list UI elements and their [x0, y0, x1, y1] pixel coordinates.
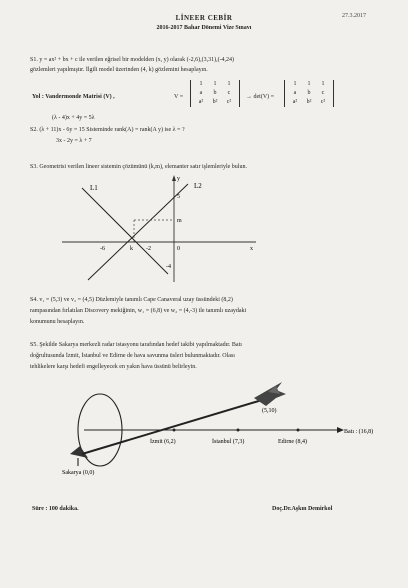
- izmit-marker: [173, 429, 176, 432]
- q1-det-arrow: → det(V) =: [246, 94, 275, 100]
- q4-line1: S4. v₁ = (5,3) ve v₂ = (4,5) Düzlemiyle tanımlı Cape Canaveral uzay üssündeki (8,2): [30, 297, 233, 303]
- q1-solution-label: Yol : Vandermonde Matrisi (V) ,: [32, 94, 115, 100]
- q2-line2: 3x - 2y = λ + 7: [56, 138, 92, 144]
- label-x: x: [250, 246, 253, 252]
- exam-instructor: Doç.Dr.Aşkın Demirkol: [272, 506, 333, 512]
- line-l1: [82, 188, 168, 274]
- q2-line1: S2. (λ + 11)x - 6y = 15 Sisteminde rank(A) = rank(A y) ise λ = ?: [30, 127, 185, 133]
- sakarya-label: Sakarya (0,0): [62, 470, 95, 476]
- tick-neg6: -6: [100, 246, 105, 252]
- tick-5: 5: [177, 194, 180, 200]
- label-l2: L2: [194, 182, 202, 190]
- y-axis-arrow-icon: [172, 175, 176, 181]
- q1-v-label: V =: [174, 94, 184, 100]
- q3-graph: [60, 170, 270, 285]
- q4-line3: konumunu hesaplayın.: [30, 319, 85, 325]
- q5-radar-diagram: [40, 376, 400, 476]
- tick-k: k: [130, 246, 133, 252]
- q5-line3: tehlikelere karşı hedefi engelleyecek en yakın hava üssünü belirleyin.: [30, 364, 197, 370]
- vandermonde-matrix: 1 1 1 a b c a² b² c²: [190, 80, 240, 107]
- q4-line2: rampasından fırlatılan Discovery mekiğinin, w₁ = (6,8) ve w₂ = (4,-3) ile tanımlı uzaydaki: [30, 308, 247, 314]
- target-line: [82, 400, 262, 454]
- tick-neg2: -2: [146, 246, 151, 252]
- exam-title: LİNEER CEBİR: [175, 14, 233, 22]
- det-matrix: 1 1 1 a b c a² b² c²: [284, 80, 334, 107]
- q3-line1: S3. Geometrisi verilen lineer sistemin çözümünü (k,m), elemanter satır işlemleriyle bulun.: [30, 164, 247, 170]
- tick-neg4: -4: [166, 264, 171, 270]
- istanbul-marker: [237, 429, 240, 432]
- target-label: (5,10): [262, 408, 277, 414]
- label-y: y: [177, 176, 180, 182]
- aircraft-icon: [254, 382, 286, 406]
- bati-label: Batı : (16,8): [344, 429, 374, 435]
- q5-line1: S5. Şekilde Sakarya merkezli radar istasyonu tarafından hedef takibi yapılmaktadır. Batı: [30, 342, 242, 348]
- exam-subtitle: 2016-2017 Bahar Dönemi Vize Sınavı: [156, 25, 252, 31]
- exam-duration: Süre : 100 dakika.: [32, 506, 79, 512]
- istanbul-label: İstanbul (7,3): [212, 439, 245, 445]
- edirne-marker: [297, 429, 300, 432]
- edirne-label: Edirne (8,4): [278, 439, 307, 445]
- q5-line2: doğrultusunda İzmit, İstanbul ve Edirne de hava savunma üsleri bulunmaktadır. Olası: [30, 353, 235, 359]
- q1-line1: S1. y = ax² + bx + c ile verilen eğrisel bir modelden (x, y) olarak (-2,6),(3,31),(-4,24): [30, 57, 235, 63]
- q1-factored: (λ - 4)x + 4y = 5λ: [52, 115, 95, 121]
- q1-line2: gözlemleri yapılmıştır. İlgili model üzerinden (4, k) gözlemini hesaplayın.: [30, 67, 208, 73]
- line-l2: [88, 184, 188, 280]
- west-arrow-icon: [337, 427, 344, 433]
- exam-date: 27.3.2017: [342, 13, 366, 19]
- tick-m: m: [177, 218, 182, 224]
- tick-0: 0: [177, 246, 180, 252]
- izmit-label: İzmit (6,2): [150, 439, 176, 445]
- label-l1: L1: [90, 184, 98, 192]
